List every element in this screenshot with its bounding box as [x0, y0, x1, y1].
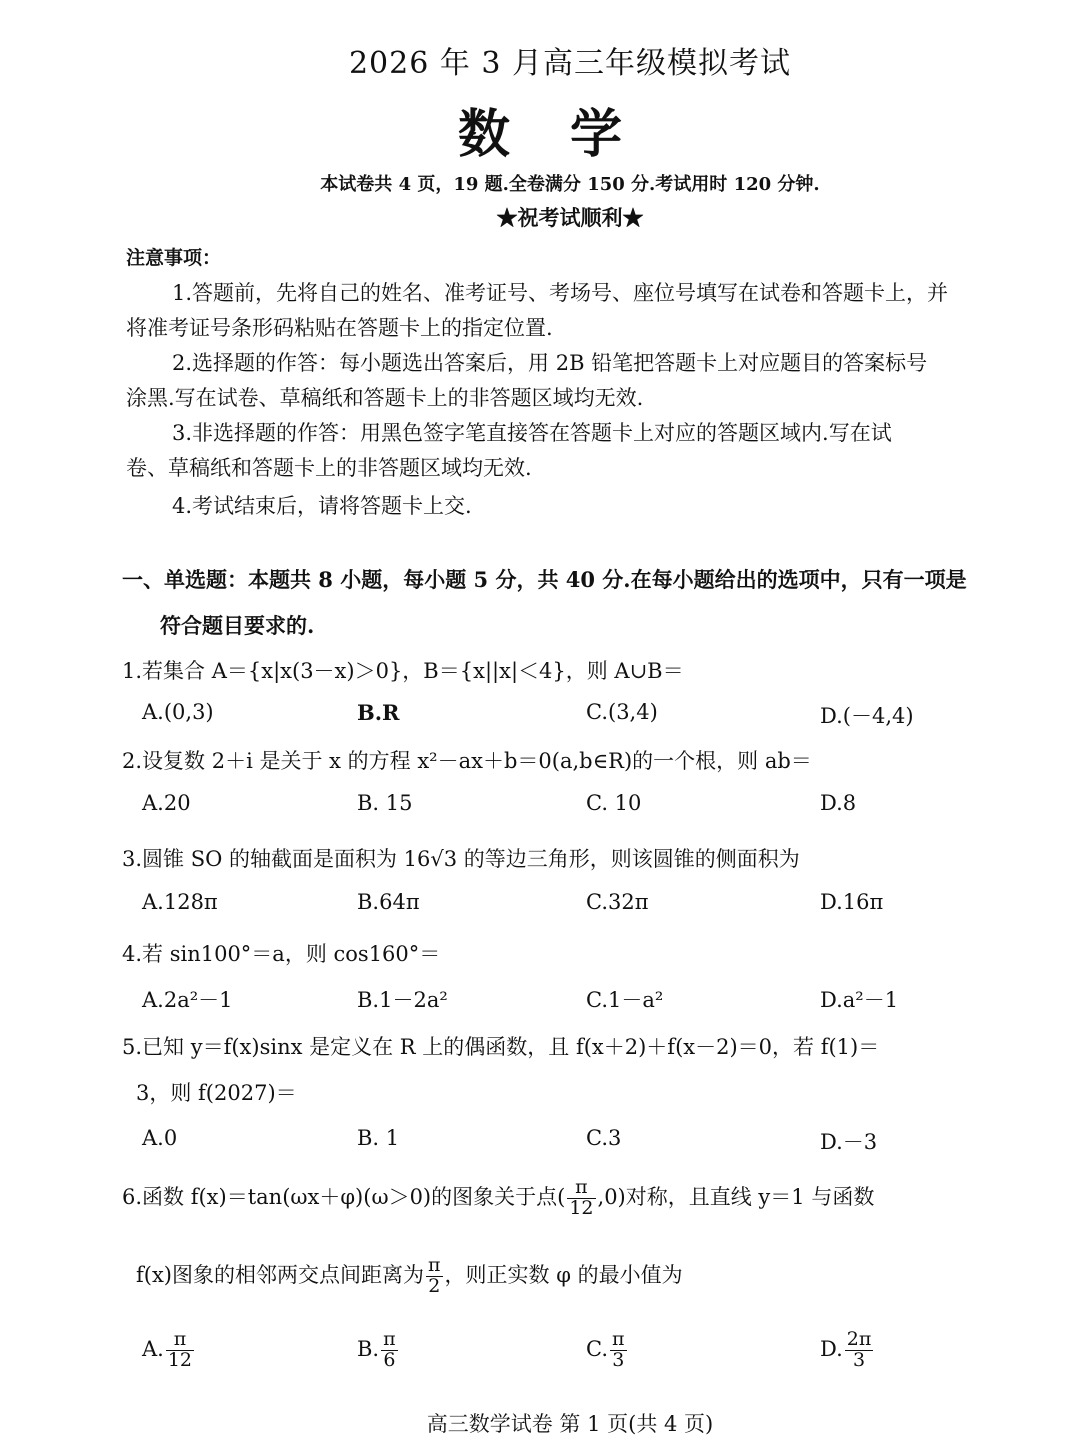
notice-item-2-line-1: 2.选择题的作答：每小题选出答案后，用 2B 铅笔把答题卡上对应题目的答案标号 — [172, 351, 928, 375]
notice-item-1-line-1: 1.答题前，先将自己的姓名、准考证号、考场号、座位号填写在试卷和答题卡上，并 — [172, 281, 949, 305]
exam-title: 2026 年 3 月高三年级模拟考试 — [348, 46, 792, 81]
question-5-stem-line-1: 5.已知 y＝f(x)sinx 是定义在 R 上的偶函数，且 f(x＋2)＋f(x－2)＝0，若 f(1)＝ — [122, 1035, 880, 1059]
fraction-numerator: π — [428, 1254, 441, 1276]
option-fraction — [610, 1330, 627, 1371]
option-label: B. — [357, 1336, 380, 1361]
section-1-heading: 一、单选题：本题共 8 小题，每小题 5 分，共 40 分.在每小题给出的选项中，只有一项是 — [122, 567, 967, 592]
q6-option-a — [142, 1330, 196, 1371]
fraction-numerator: π — [612, 1328, 625, 1350]
question-5-stem-line-2: 3，则 f(2027)＝ — [136, 1081, 297, 1105]
notice-item-4: 4.考试结束后，请将答题卡上交. — [172, 494, 472, 518]
q6-stem-part-2: ,0)对称，且直线 y＝1 与函数 — [597, 1184, 875, 1209]
notice-item-2-line-2: 涂黑.写在试卷、草稿纸和答题卡上的非答题区域均无效. — [126, 386, 644, 410]
question-6-stem-line-1 — [122, 1178, 874, 1219]
q6-fraction-pi-over-2 — [426, 1256, 443, 1297]
option-label: C. — [586, 1336, 608, 1361]
q6-option-c — [586, 1330, 629, 1371]
q6-fraction-pi-over-12 — [567, 1178, 595, 1219]
fraction-denominator: 3 — [845, 1350, 874, 1371]
notice-item-3-line-2: 卷、草稿纸和答题卡上的非答题区域均无效. — [126, 456, 532, 480]
option-label: D. — [820, 1336, 843, 1361]
section-1-heading-cont: 符合题目要求的. — [160, 613, 315, 638]
exam-info: 本试卷共 4 页，19 题.全卷满分 150 分.考试用时 120 分钟. — [320, 174, 820, 195]
q3-option-c: C.32π — [586, 890, 649, 914]
q1-option-d: D.(－4,4) — [820, 704, 914, 728]
option-fraction — [845, 1330, 874, 1371]
question-3-stem: 3.圆锥 SO 的轴截面是面积为 16√3 的等边三角形，则该圆锥的侧面积为 — [122, 847, 800, 871]
fraction-numerator: π — [173, 1328, 187, 1350]
q3-option-d: D.16π — [820, 890, 884, 914]
q1-option-c: C.(3,4) — [586, 700, 658, 724]
q2-option-b: B. 15 — [357, 791, 413, 815]
fraction-numerator: π — [383, 1328, 396, 1350]
q2-option-d: D.8 — [820, 791, 857, 815]
q6-stem-part-4: ，则正实数 φ 的最小值为 — [444, 1262, 683, 1287]
q6-option-d — [820, 1330, 875, 1371]
q4-option-b: B.1－2a² — [357, 988, 448, 1012]
q3-option-b: B.64π — [357, 890, 420, 914]
option-label: A. — [142, 1336, 164, 1361]
q3-option-a: A.128π — [142, 890, 218, 914]
question-4-stem: 4.若 sin100°＝a，则 cos160°＝ — [122, 942, 441, 966]
q4-option-c: C.1－a² — [586, 988, 664, 1012]
q5-option-c: C.3 — [586, 1126, 622, 1150]
q5-option-a: A.0 — [142, 1126, 178, 1150]
q5-option-d: D.－3 — [820, 1130, 878, 1154]
option-fraction — [381, 1330, 398, 1371]
q4-option-d: D.a²－1 — [820, 988, 899, 1012]
fraction-denominator: 6 — [381, 1350, 398, 1371]
notice-title: 注意事项： — [126, 247, 222, 269]
notice-item-1-line-2: 将准考证号条形码粘贴在答题卡上的指定位置. — [126, 316, 553, 340]
page-footer: 高三数学试卷 第 1 页(共 4 页) — [426, 1412, 714, 1436]
fraction-denominator: 2 — [426, 1276, 443, 1297]
fraction-numerator: π — [575, 1176, 588, 1198]
q4-option-a: A.2a²－1 — [142, 988, 233, 1012]
good-luck-banner: ★祝考试顺利★ — [496, 205, 644, 230]
question-1-stem: 1.若集合 A＝{x|x(3－x)＞0}，B＝{x||x|＜4}，则 A∪B＝ — [122, 659, 684, 683]
q2-option-c: C. 10 — [586, 791, 642, 815]
fraction-denominator: 12 — [569, 1196, 594, 1219]
question-2-stem: 2.设复数 2＋i 是关于 x 的方程 x²－ax＋b＝0(a,b∈R)的一个根，则 ab＝ — [122, 749, 812, 773]
q5-option-b: B. 1 — [357, 1126, 400, 1150]
q6-stem-part-1: 6.函数 f(x)＝tan(ωx＋φ)(ω＞0)的图象关于点( — [122, 1184, 566, 1209]
q1-option-b: B.R — [357, 700, 400, 725]
q6-option-b — [357, 1330, 400, 1371]
q6-stem-part-3: f(x)图象的相邻两交点间距离为 — [136, 1262, 425, 1287]
q1-option-a: A.(0,3) — [142, 700, 214, 724]
fraction-denominator: 3 — [610, 1350, 627, 1371]
question-6-stem-line-2 — [136, 1256, 683, 1297]
subject-title: 数学 — [457, 104, 682, 165]
fraction-denominator: 12 — [167, 1348, 193, 1371]
option-fraction — [166, 1330, 194, 1371]
q2-option-a: A.20 — [142, 791, 191, 815]
fraction-numerator: 2π — [846, 1328, 872, 1350]
notice-item-3-line-1: 3.非选择题的作答：用黑色签字笔直接答在答题卡上对应的答题区域内.写在试 — [172, 421, 892, 445]
